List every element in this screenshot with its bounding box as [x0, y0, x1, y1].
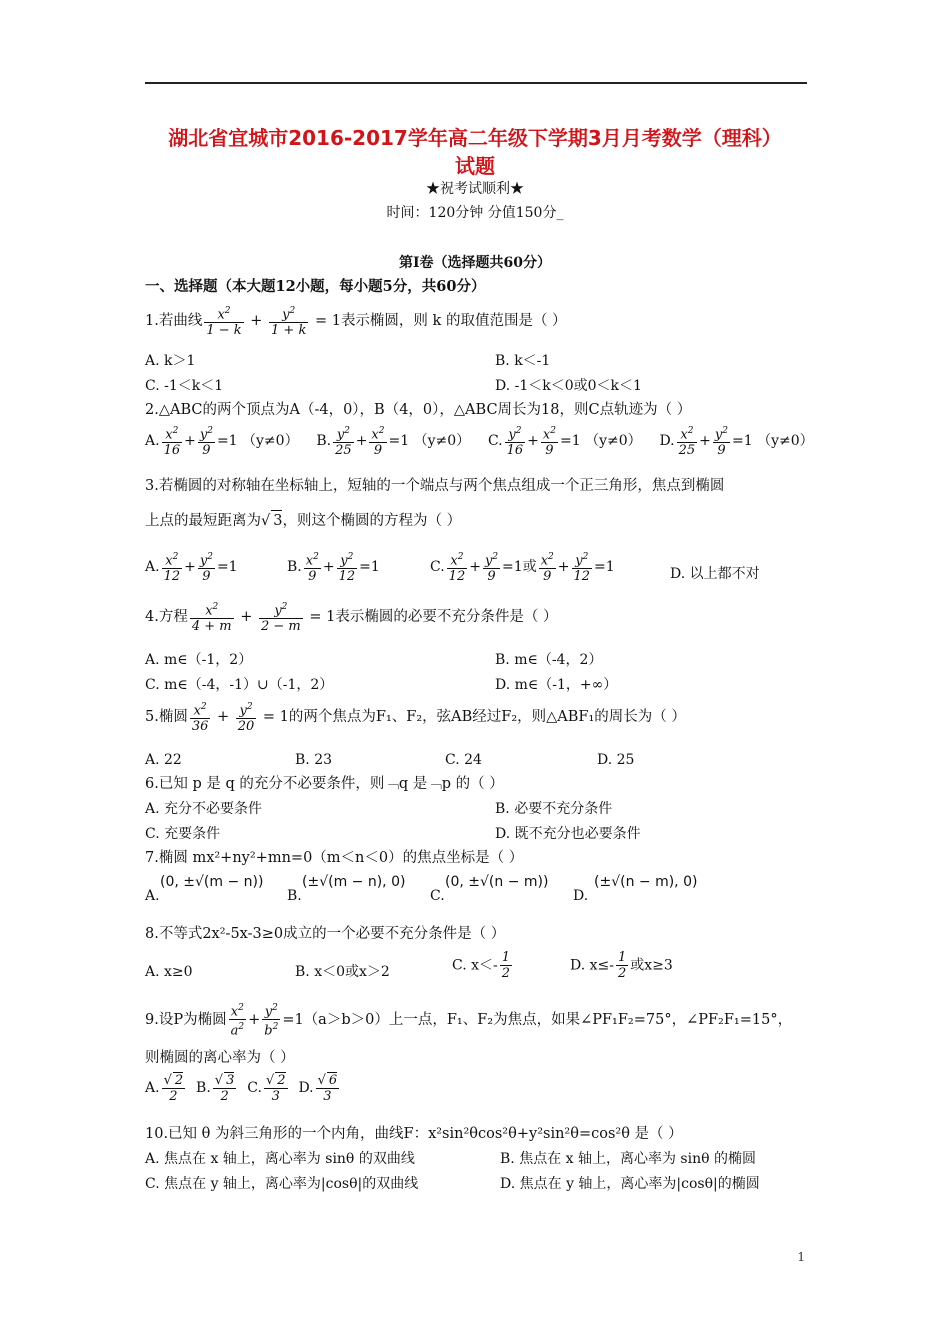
part-heading: 一、选择题（本大题12小题，每小题5分，共60分）	[145, 278, 486, 295]
q10-option-d: D. 焦点在 y 轴上，离心率为|cosθ|的椭圆	[500, 1176, 760, 1192]
q7-option-b: (±√(m − n), 0)	[302, 874, 406, 890]
q1-option-a: A. k＞1	[145, 353, 196, 369]
q7-label-b: B.	[287, 888, 302, 904]
q6-option-c: C. 充要条件	[145, 826, 221, 842]
q7-option-a: (0, ±√(m − n))	[160, 874, 264, 890]
q4-option-b: B. m∈（-4，2）	[495, 652, 603, 668]
q4-option-d: D. m∈（-1，+∞）	[495, 677, 618, 693]
q3-option-d: D. 以上都不对	[670, 566, 760, 582]
q6-option-d: D. 既不充分也必要条件	[495, 826, 641, 842]
q7-option-c: (0, ±√(n − m))	[445, 874, 549, 890]
question-6: 6.已知 p 是 q 的充分不必要条件，则﹁q 是﹁p 的（ ）	[145, 776, 504, 792]
blessing: ★祝考试顺利★	[426, 181, 524, 197]
page-title: 湖北省宜城市2016-2017学年高二年级下学期3月月考数学（理科）	[168, 126, 782, 150]
q7-label-a: A.	[145, 888, 160, 904]
q10-option-c: C. 焦点在 y 轴上，离心率为|cosθ|的双曲线	[145, 1176, 419, 1192]
q5-option-c: C. 24	[445, 752, 482, 768]
q7-label-d: D.	[573, 888, 589, 904]
q8-option-d: D. x≤- $\frac{1}{2}$ 或x≥3	[570, 950, 673, 981]
question-4: 4.方程 $\frac{x^2}{4 + m}$ + $\frac{y^2}{2 - m}$ = 1表示椭圆的必要不充分条件是（ ）	[145, 602, 558, 635]
question-7: 7.椭圆 mx²+ny²+mn=0（m＜n＜0）的焦点坐标是（ ）	[145, 850, 524, 866]
question-2: 2.△ABC的两个顶点为A（-4，0），B（4，0），△ABC周长为18，则C点轨迹为（ ）	[145, 402, 692, 418]
q3-option-b: B. $\frac{x^2}{9}$ + $\frac{y^2}{12}$ =1	[287, 552, 380, 585]
q3-options: A. $\frac{x^2}{12}$ + $\frac{y^2}{9}$ =1	[145, 552, 238, 585]
q10-option-a: A. 焦点在 x 轴上，离心率为 sinθ 的双曲线	[145, 1151, 415, 1167]
question-9-line2: 则椭圆的离心率为（ ）	[145, 1050, 295, 1066]
question-9: 9.设P为椭圆 $\frac{x^2}{a^2}$ + $\frac{y^2}{b^2}$ =1（a＞b＞0）上一点，F₁、F₂为焦点，如果∠PF₁F₂=75°，∠PF₂F₁=15°，	[145, 1003, 793, 1039]
q7-option-d: (±√(n − m), 0)	[594, 874, 698, 890]
q9-options: A. $\frac{√ 2}{2}$ B. $\frac{√ 3}{2}$ C. $\frac{√ 2}{3}$ D. $\frac{√ 6}{3}$	[145, 1073, 338, 1104]
q5-option-b: B. 23	[295, 752, 333, 768]
question-8: 8.不等式2x²-5x-3≥0成立的一个必要不充分条件是（ ）	[145, 926, 506, 942]
q7-label-c: C.	[430, 888, 445, 904]
q8-option-c: C. x＜- $\frac{1}{2}$	[452, 950, 511, 981]
question-3-line2: 上点的最短距离为√ 3，则这个椭圆的方程为（ ）	[145, 510, 461, 531]
time-info: 时间：120分钟 分值150分_	[386, 205, 564, 221]
q1-option-d: D. -1＜k＜0或0＜k＜1	[495, 378, 642, 394]
q8-option-b: B. x＜0或x＞2	[295, 964, 390, 980]
question-3-line1: 3.若椭圆的对称轴在坐标轴上，短轴的一个端点与两个焦点组成一个正三角形，焦点到椭圆	[145, 478, 725, 494]
question-5: 5.椭圆 $\frac{x^2}{36}$ + $\frac{y^2}{20}$ = 1的两个焦点为F₁、F₂，弦AB经过F₂，则△ABF₁的周长为（ ）	[145, 702, 686, 735]
q2-options: A. $\frac{x^2}{16}$ + $\frac{y^2}{9}$ =1 （y≠0） B. $\frac{y^2}{25}$ + $\frac{x^2}{9}$ =1 （y≠0） C. $\frac{y^2}{16}$ + $\frac{x^2}{9}$ =1 （y≠0） D. $\frac{x^2}{25}$ + $\frac{y^2}{9}$ =1 （y≠0）	[145, 426, 814, 459]
section-heading: 第I卷（选择题共60分）	[398, 255, 552, 271]
q6-option-a: A. 充分不必要条件	[145, 801, 263, 817]
question-1: 1.若曲线 $\frac{x^2}{1 - k}$ + $\frac{y^2}{1 + k}$ = 1表示椭圆，则 k 的取值范围是（ ）	[145, 306, 567, 339]
q10-option-b: B. 焦点在 x 轴上，离心率为 sinθ 的椭圆	[500, 1151, 756, 1167]
q6-option-b: B. 必要不充分条件	[495, 801, 613, 817]
page-number: 1	[797, 1250, 805, 1264]
q1-option-b: B. k＜-1	[495, 353, 551, 369]
header-rule	[145, 82, 807, 84]
q4-option-a: A. m∈（-1，2）	[145, 652, 253, 668]
q5-option-d: D. 25	[597, 752, 635, 768]
q4-option-c: C. m∈（-4，-1）∪（-1，2）	[145, 677, 334, 693]
q8-option-a: A. x≥0	[145, 964, 193, 980]
question-10: 10.已知 θ 为斜三角形的一个内角，曲线F：x²sin²θcos²θ+y²sin²θ=cos²θ 是（ ）	[145, 1126, 683, 1142]
page-title-line2: 试题	[455, 154, 495, 178]
q5-option-a: A. 22	[145, 752, 182, 768]
q1-option-c: C. -1＜k＜1	[145, 378, 224, 394]
q3-option-c: C. $\frac{x^2}{12}$ + $\frac{y^2}{9}$ =1或 $\frac{x^2}{9}$ + $\frac{y^2}{12}$ =1	[430, 552, 615, 585]
